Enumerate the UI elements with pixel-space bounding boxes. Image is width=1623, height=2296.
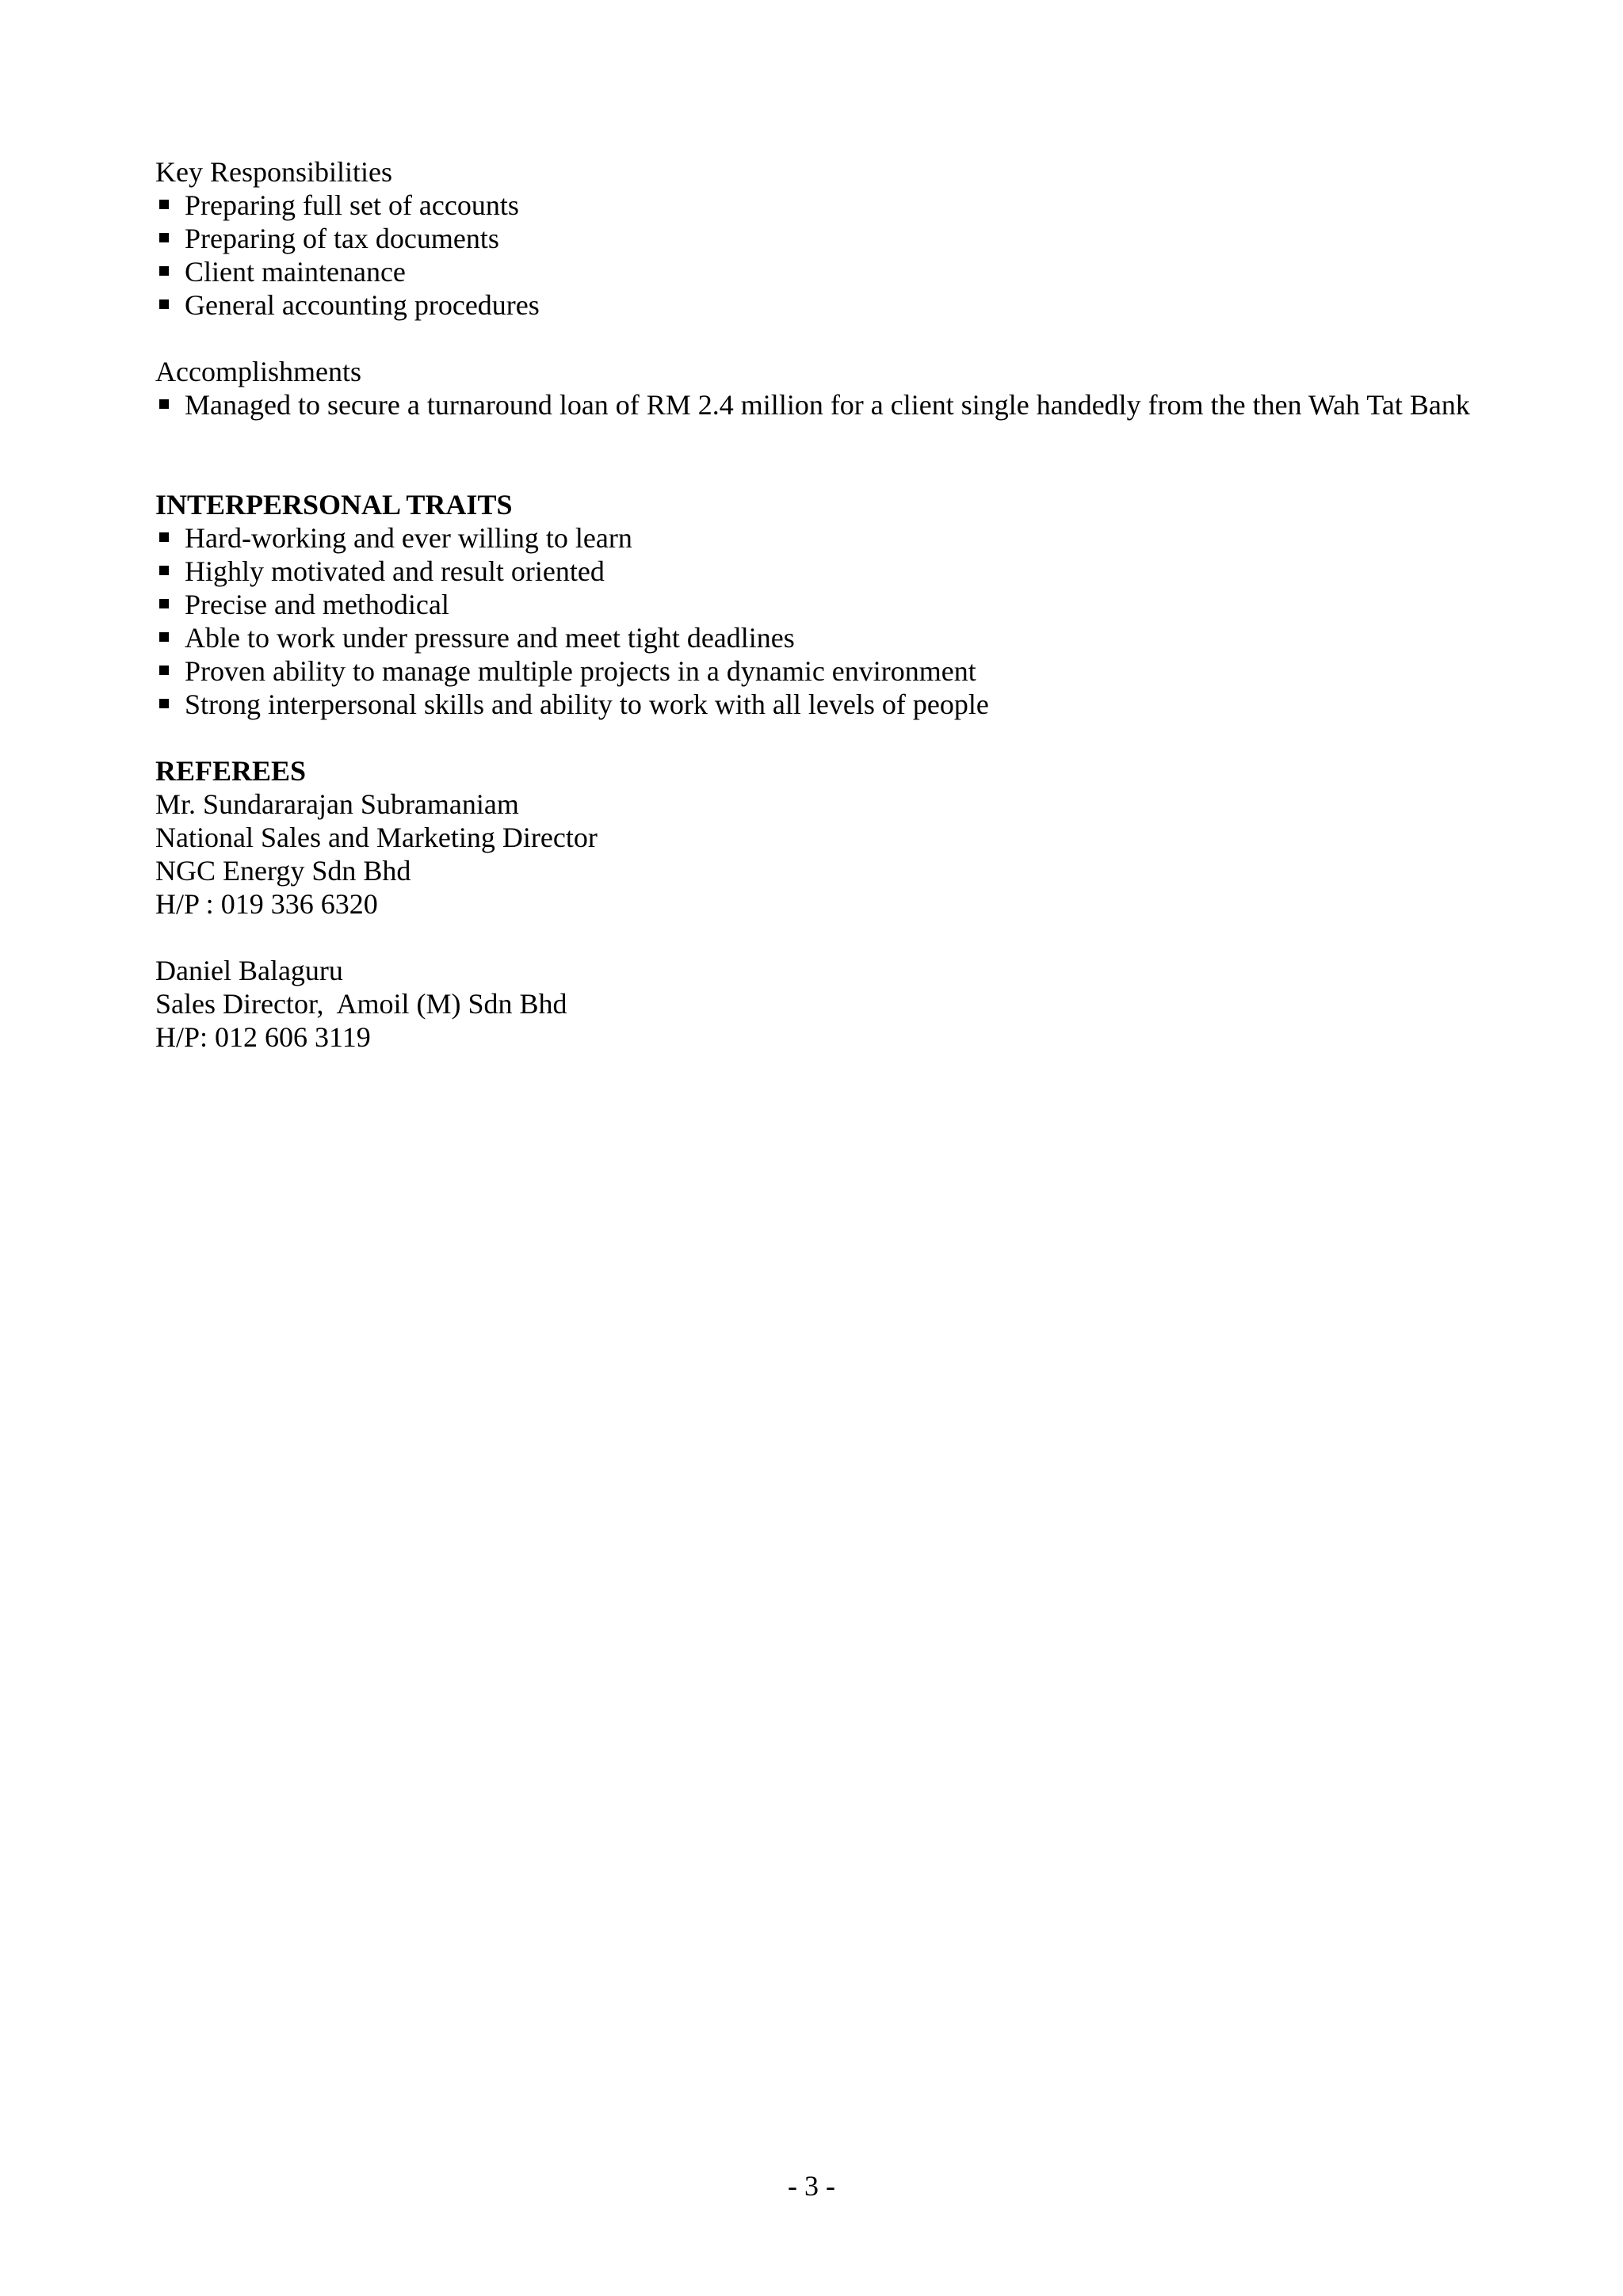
list-item: Preparing full set of accounts — [155, 189, 1479, 222]
accomplishments-list — [155, 388, 1479, 421]
list-item: Precise and methodical — [155, 588, 1479, 621]
square-bullet-icon — [159, 233, 169, 242]
document-page — [155, 155, 1479, 1054]
responsibilities-list — [155, 189, 1479, 322]
referee-1 — [155, 788, 1479, 921]
list-item: General accounting procedures — [155, 288, 1479, 322]
square-bullet-icon — [159, 666, 169, 675]
list-item: Highly motivated and result oriented — [155, 555, 1479, 588]
square-bullet-icon — [159, 200, 169, 209]
list-item: Strong interpersonal skills and ability to work with all levels of people — [155, 688, 1479, 721]
square-bullet-icon — [159, 566, 169, 575]
referee-phone: H/P : 019 336 6320 — [155, 888, 378, 920]
list-item: Managed to secure a turnaround loan of RM 2.4 million for a client single handedly from the then Wah Tat Bank — [155, 388, 1479, 421]
referee-position: Sales Director, Amoil (M) Sdn Bhd — [155, 988, 567, 1020]
list-item: Able to work under pressure and meet tight deadlines — [155, 621, 1479, 654]
referee-name: Daniel Balaguru — [155, 955, 343, 986]
traits-list — [155, 521, 1479, 721]
traits-heading: INTERPERSONAL TRAITS — [155, 489, 513, 521]
square-bullet-icon — [159, 699, 169, 708]
referee-2 — [155, 954, 1479, 1054]
accomplishments-title: Accomplishments — [155, 356, 361, 387]
list-item: Hard-working and ever willing to learn — [155, 521, 1479, 555]
square-bullet-icon — [159, 599, 169, 608]
referees-heading: REFEREES — [155, 755, 307, 787]
square-bullet-icon — [159, 399, 169, 409]
square-bullet-icon — [159, 299, 169, 309]
referee-position: National Sales and Marketing Director — [155, 822, 598, 853]
referee-name: Mr. Sundararajan Subramaniam — [155, 788, 519, 820]
referee-phone: H/P: 012 606 3119 — [155, 1021, 371, 1053]
list-item: Client maintenance — [155, 255, 1479, 288]
referee-company: NGC Energy Sdn Bhd — [155, 855, 411, 887]
page-number: - 3 - — [788, 2170, 835, 2202]
list-item: Preparing of tax documents — [155, 222, 1479, 255]
square-bullet-icon — [159, 532, 169, 542]
responsibilities-title: Key Responsibilities — [155, 156, 392, 188]
square-bullet-icon — [159, 632, 169, 642]
square-bullet-icon — [159, 266, 169, 276]
list-item: Proven ability to manage multiple projects in a dynamic environment — [155, 654, 1479, 688]
